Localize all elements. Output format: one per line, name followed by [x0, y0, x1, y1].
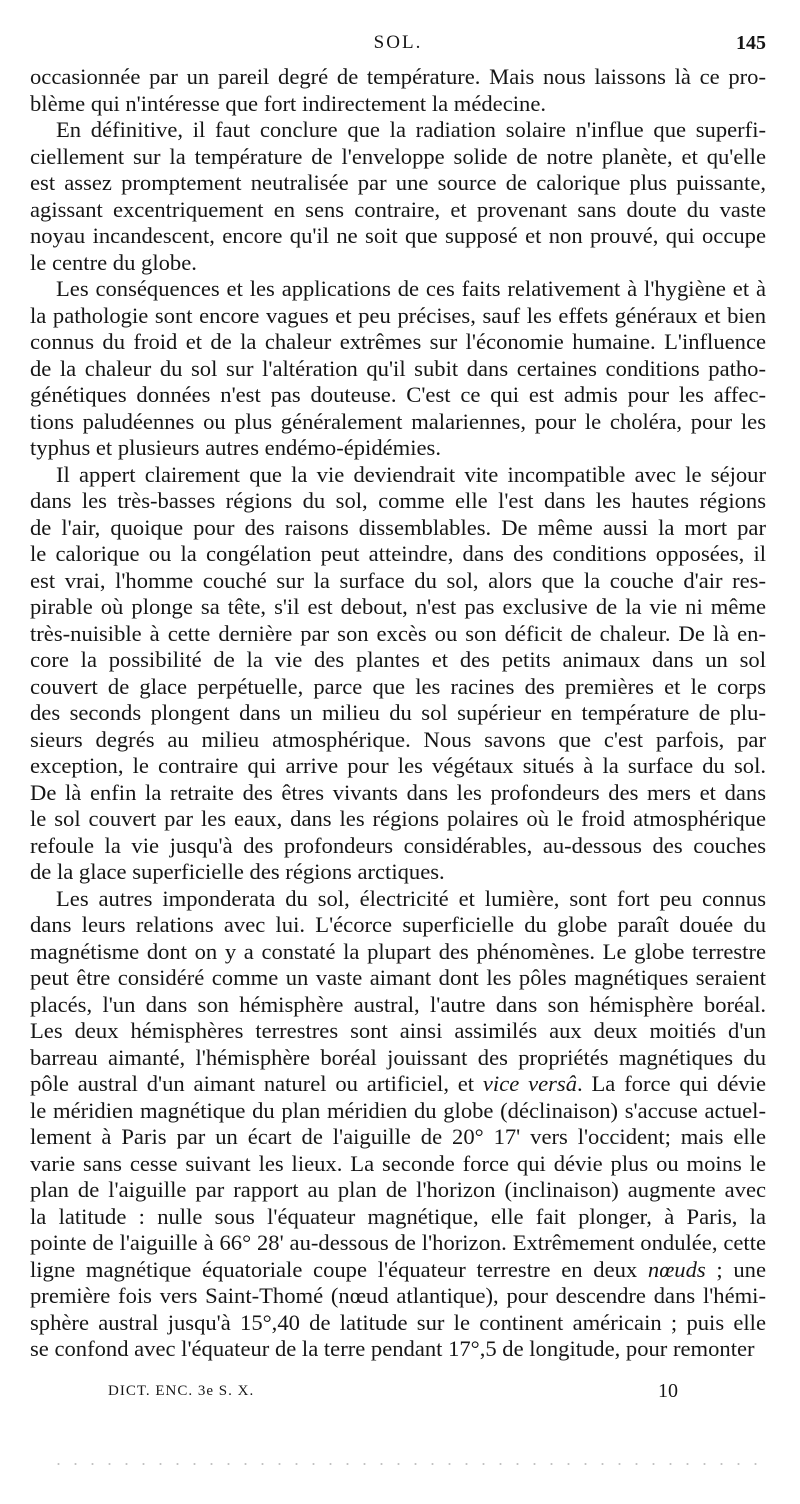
text-line: blème qui n'intéresse que fort indirectement la médecine. — [30, 90, 546, 116]
italic-term: vice versâ — [482, 1071, 578, 1096]
page-footer — [30, 1380, 766, 1406]
text-line: se confond avec l'équateur de la terre pendant 17°,5 de longitude, pour remonter — [30, 1336, 755, 1361]
text-line: de la chaleur du sol sur l'altération qu'il subit dans certaines conditions patho- — [30, 355, 766, 381]
text-line: barreau aimanté, l'hémisphère boréal jouissant des propriétés magnétiques du — [30, 1044, 766, 1070]
text-line: ligne magnétique équatoriale coupe l'équateur terrestre en deux nœuds ; une — [30, 1256, 766, 1282]
text-line: le sol couvert par les eaux, dans les régions polaires où le froid atmosphérique — [30, 806, 766, 831]
body-text — [30, 64, 766, 1363]
text-line: dans les très-basses régions du sol, comme elle l'est dans les hautes régions — [30, 488, 766, 513]
text-line: la latitude : nulle sous l'équateur magnétique, elle fait plonger, à Paris, la — [30, 1203, 766, 1229]
text-line: En définitive, il faut conclure que la radiation solaire n'influe que superfi- — [56, 117, 766, 142]
page-number: 145 — [736, 32, 766, 54]
text-line: pirable où plonge sa tête, s'il est debout, n'est pas exclusive de la vie ni même — [30, 594, 766, 619]
text-line: refoule la vie jusqu'à des profondeurs considérables, au-dessous des couches — [30, 832, 766, 858]
text-line: la pathologie sont encore vagues et peu précises, sauf les effets généraux et bien — [30, 302, 766, 328]
text-line: Les autres imponderata du sol, électricité et lumière, sont fort peu connus — [56, 885, 766, 911]
text-line: de l'air, quoique pour des raisons dissemblables. De même aussi la mort par — [30, 514, 766, 540]
text-line: le méridien magnétique du plan méridien du globe (déclinaison) s'accuse actuel- — [30, 1097, 766, 1123]
signature-number: 10 — [658, 1380, 678, 1402]
text-line: typhus et plusieurs autres endémo-épidémies. — [30, 435, 441, 460]
text-line: sieurs degrés au milieu atmosphérique. Nous savons que c'est parfois, par — [30, 726, 766, 752]
text-line: noyau incandescent, encore qu'il ne soit que supposé et non prouvé, qui occupe — [30, 223, 766, 248]
signature-mark: DICT. ENC. 3e S. X. — [108, 1383, 255, 1399]
text-line: dans leurs relations avec lui. L'écorce superficielle du globe paraît douée du — [30, 912, 766, 937]
text-line: première fois vers Saint-Thomé (nœud atlantique), pour descendre dans l'hémi- — [30, 1283, 766, 1308]
running-head: SOL. — [373, 32, 423, 53]
text-line: peut être considéré comme un vaste aimant dont les pôles magnétiques seraient — [30, 965, 766, 990]
text-line: tions paludéennes ou plus généralement malariennes, pour le choléra, pour les — [30, 408, 766, 434]
text-line: le centre du globe. — [30, 249, 197, 275]
text-line: est vrai, l'homme couché sur la surface du sol, alors que la couche d'air res- — [30, 567, 766, 593]
text-line: connus du froid et de la chaleur extrêmes sur l'économie humaine. L'influence — [30, 329, 766, 354]
text-line: sphère austral jusqu'à 15°,40 de latitude sur le continent américain ; puis elle — [30, 1309, 766, 1335]
text-line: ciellement sur la température de l'enveloppe solide de notre planète, et qu'elle — [30, 143, 766, 169]
page-header — [30, 30, 766, 58]
text-line: le calorique ou la congélation peut atteindre, dans des conditions opposées, il — [30, 541, 766, 566]
text-line: occasionnée par un pareil degré de température. Mais nous laissons là ce pro- — [30, 64, 766, 89]
text-line: pôle austral d'un aimant naturel ou artificiel, et vice versâ. La force qui dévie — [30, 1071, 766, 1096]
text-line: magnétisme dont on y a constaté la plupart des phénomènes. Le globe terrestre — [30, 938, 766, 964]
text-line: varie sans cesse suivant les lieux. La seconde force qui dévie plus ou moins le — [30, 1150, 766, 1176]
text-line: génétiques données n'est pas douteuse. C'est ce qui est admis pour les affec- — [30, 382, 766, 407]
text-line: des seconds plongent dans un milieu du sol supérieur en température de plu- — [30, 700, 766, 725]
text-line: très-nuisible à cette dernière par son excès ou son déficit de chaleur. De là en- — [30, 620, 766, 646]
text-line: lement à Paris par un écart de l'aiguille de 20° 17' vers l'occident; mais elle — [30, 1124, 766, 1149]
bleed-through-dots — [50, 1462, 760, 1466]
italic-term: nœuds — [647, 1256, 706, 1282]
paragraph — [30, 276, 766, 462]
text-line: exception, le contraire qui arrive pour les végétaux situés à la surface du sol. — [30, 753, 766, 778]
text-line: agissant excentriquement en sens contraire, et provenant sans doute du vaste — [30, 196, 766, 222]
text-line: Les deux hémisphères terrestres sont ainsi assimilés aux deux moitiés d'un — [30, 1018, 766, 1043]
text-line: core la possibilité de la vie des plantes et des petits animaux dans un sol — [30, 647, 766, 672]
text-line: pointe de l'aiguille à 66° 28' au-dessous de l'horizon. Extrêmement ondulée, cette — [30, 1230, 766, 1255]
text-line: de la glace superficielle des régions arctiques. — [30, 859, 445, 884]
paragraph — [30, 886, 766, 1363]
text-line: placés, l'un dans son hémisphère austral, l'autre dans son hémisphère boréal. — [30, 991, 766, 1017]
text-line: couvert de glace perpétuelle, parce que les racines des premières et le corps — [30, 673, 766, 699]
paragraph — [30, 462, 766, 886]
text-line: plan de l'aiguille par rapport au plan de l'horizon (inclinaison) augmente avec — [30, 1177, 766, 1202]
text-line: Il appert clairement que la vie deviendrait vite incompatible avec le séjour — [56, 461, 766, 487]
paragraph — [30, 117, 766, 276]
text-line: est assez promptement neutralisée par une source de calorique plus puissante, — [30, 170, 766, 195]
text-line: Les conséquences et les applications de ces faits relativement à l'hygiène et à — [56, 276, 766, 301]
paragraph — [30, 64, 766, 117]
text-line: De là enfin la retraite des êtres vivants dans les profondeurs des mers et dans — [30, 779, 766, 805]
